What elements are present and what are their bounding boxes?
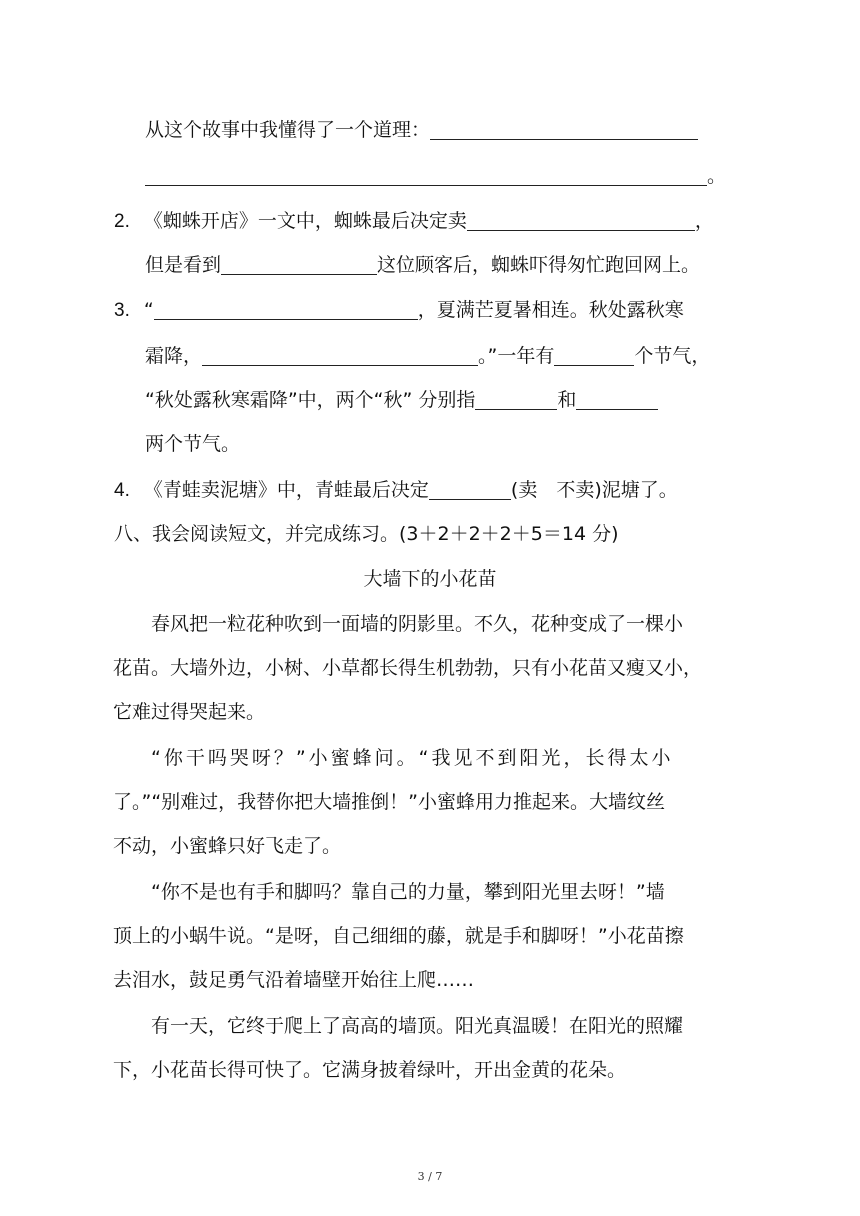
moral-answer-blank-2[interactable] (145, 165, 707, 186)
question-3-cont-1 (145, 342, 710, 370)
paragraph-line: 下，小花苗长得可快了。它满身披着绿叶，开出金黄的花朵。 (113, 1059, 627, 1081)
question-3-blank-4[interactable] (475, 389, 557, 410)
question-3-text-b3: 个节气， (634, 345, 711, 367)
question-3-number: 3. (114, 300, 130, 321)
section-8-heading (114, 520, 619, 548)
question-3-blank-3[interactable] (554, 345, 634, 366)
question-4-text-a: 《青蛙卖泥塘》中，青蛙最后决定 (143, 479, 429, 501)
question-2-text-b2: 这位顾客后，蜘蛛吓得匆忙跑回网上。 (377, 254, 701, 276)
question-2-comma: ， (694, 210, 714, 232)
question-3-open-quote: “ (143, 299, 154, 321)
question-3-text-b2: 。”一年有 (478, 345, 555, 367)
question-3-blank-1[interactable] (154, 299, 418, 320)
question-3 (114, 296, 684, 325)
passage-paragraph-1 (113, 610, 747, 742)
section-8-heading-text: 八、我会阅读短文，并完成练习。(3＋2＋2＋2＋5＝14 分) (114, 523, 619, 545)
moral-question-text: 从这个故事中我懂得了一个道理： (145, 119, 431, 141)
page-number: 3 / 7 (417, 1170, 443, 1183)
question-2-cont (145, 251, 700, 279)
question-2-text-b1: 但是看到 (145, 254, 222, 276)
question-2-blank-1[interactable] (467, 210, 695, 231)
question-2-text-a: 《蜘蛛开店》一文中，蜘蛛最后决定卖 (143, 210, 467, 232)
question-3-cont-2 (145, 386, 658, 414)
paragraph-line: “你干吗哭呀？”小蜜蜂问。“我见不到阳光，长得太小 (151, 747, 674, 769)
question-3-text-b1: 霜降， (145, 345, 203, 367)
paragraph-line: 花苗。大墙外边，小树、小草都长得生机勃勃，只有小花苗又瘦又小， (113, 657, 703, 679)
question-3-blank-2[interactable] (202, 345, 478, 366)
passage-paragraph-3 (113, 878, 747, 1010)
question-3-text-a: ，夏满芒夏暑相连。秋处露秋寒 (417, 299, 684, 321)
paragraph-line: 有一天，它终于爬上了高高的墙顶。阳光真温暖！在阳光的照耀 (151, 1015, 684, 1037)
question-3-text-c1: “秋处露秋寒霜降”中，两个“秋” 分别指 (145, 389, 476, 411)
paragraph-line: 不动，小蜜蜂只好飞走了。 (113, 835, 342, 857)
question-4-text-b: (卖 不卖)泥塘了。 (510, 479, 678, 501)
paragraph-line: “你不是也有手和脚吗？靠自己的力量，攀到阳光里去呀！”墙 (151, 881, 665, 903)
passage-paragraph-4 (113, 1012, 747, 1100)
paragraph-line: 春风把一粒花种吹到一面墙的阴影里。不久，花种变成了一棵小 (151, 613, 684, 635)
moral-end-mark: 。 (707, 165, 727, 187)
question-4-blank[interactable] (429, 479, 511, 500)
paragraph-line: 顶上的小蜗牛说。“是呀，自己细细的藤，就是手和脚呀！”小花苗擦 (113, 925, 684, 947)
question-2-number: 2. (114, 211, 130, 232)
question-3-cont-3 (145, 430, 240, 458)
question-2-blank-2[interactable] (221, 254, 377, 275)
moral-answer-line (145, 162, 726, 190)
question-3-blank-5[interactable] (576, 389, 658, 410)
passage-paragraph-2 (113, 744, 747, 876)
paragraph-line: 它难过得哭起来。 (113, 701, 266, 723)
question-4-number: 4. (114, 480, 130, 501)
passage-title: 大墙下的小花苗 (363, 568, 497, 590)
paragraph-line: 了。”“别难过，我替你把大墙推倒！”小蜜蜂用力推起来。大墙纹丝 (113, 791, 666, 813)
question-3-text-d: 两个节气。 (145, 433, 241, 455)
question-4 (114, 476, 678, 505)
paragraph-line: 去泪水，鼓足勇气沿着墙壁开始往上爬…… (113, 969, 475, 991)
question-3-text-c2: 和 (557, 389, 577, 411)
question-2 (114, 207, 714, 236)
moral-answer-blank-1[interactable] (430, 119, 698, 140)
moral-question (145, 116, 698, 144)
